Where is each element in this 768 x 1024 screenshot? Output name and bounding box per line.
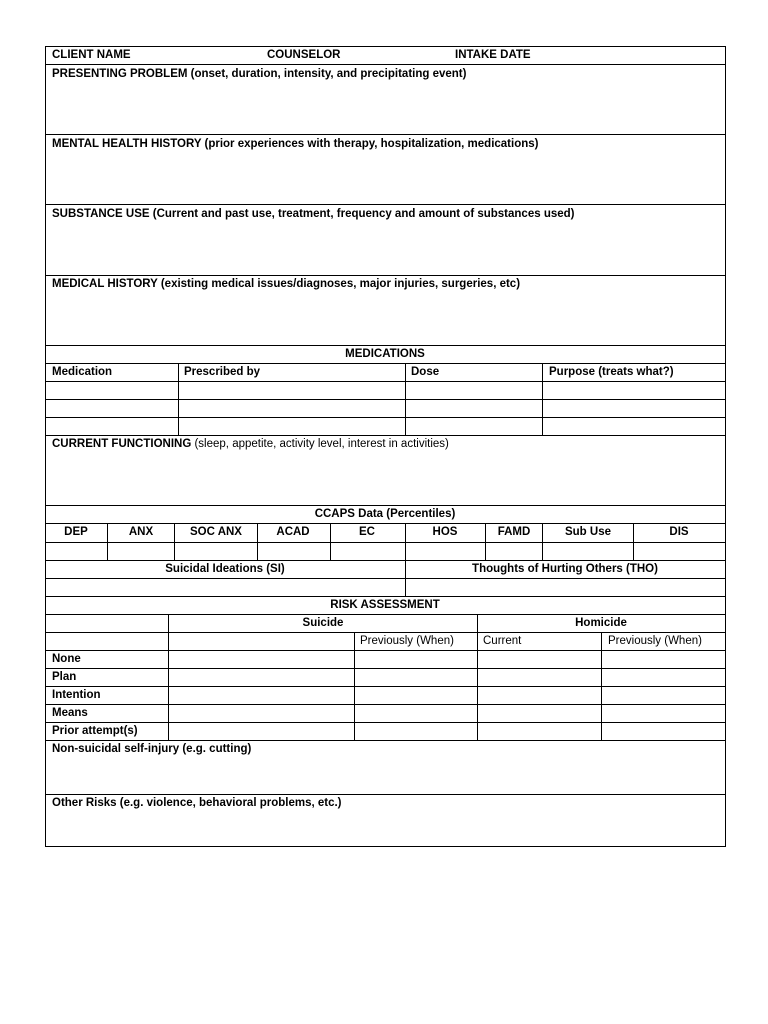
purpose-column-header: Purpose (treats what?) [549,366,674,378]
substance-use-label: SUBSTANCE USE (Current and past use, treatment, frequency and amount of substances used) [52,208,575,220]
presenting-problem-label: PRESENTING PROBLEM (onset, duration, intensity, and precipitating event) [52,68,467,80]
thoughts-hurting-others-label: Thoughts of Hurting Others (THO) [472,563,658,575]
ccaps-sub-use-header: Sub Use [564,526,612,538]
ccaps-ec-header: EC [359,526,375,538]
ccaps-famd-header: FAMD [497,526,531,538]
intake-form [45,46,726,847]
risk-assessment-title: RISK ASSESSMENT [330,599,440,611]
counselor-label: COUNSELOR [267,49,341,61]
risk-row-none: None [52,653,81,665]
medical-history-label: MEDICAL HISTORY (existing medical issues/diagnoses, major injuries, surgeries, etc) [52,278,521,290]
ccaps-soc-anx-header: SOC ANX [190,526,242,538]
nssi-label: Non-suicidal self-injury (e.g. cutting) [52,743,252,755]
ccaps-dep-header: DEP [64,526,88,538]
ccaps-title: CCAPS Data (Percentiles) [314,508,456,520]
prescribed-by-column-header: Prescribed by [184,366,261,378]
other-risks-label: Other Risks (e.g. violence, behavioral problems, etc.) [52,797,342,809]
risk-row-means: Means [52,707,88,719]
homicide-current-header: Current [483,635,522,647]
current-functioning-title: CURRENT FUNCTIONING [52,438,192,450]
dose-column-header: Dose [411,366,440,378]
risk-row-prior-attempts: Prior attempt(s) [52,725,138,737]
risk-row-plan: Plan [52,671,77,683]
intake-date-label: INTAKE DATE [455,49,531,61]
homicide-header: Homicide [575,617,627,629]
suicide-header: Suicide [302,617,344,629]
current-functioning-note: (sleep, appetite, activity level, interest in activities) [191,438,449,450]
mental-health-history-label: MENTAL HEALTH HISTORY (prior experiences with therapy, hospitalization, medications) [52,138,539,150]
ccaps-dis-header: DIS [669,526,689,538]
homicide-previously-header: Previously (When) [608,635,702,647]
suicide-previously-header: Previously (When) [360,635,454,647]
suicidal-ideations-label: Suicidal Ideations (SI) [165,563,285,575]
client-name-label: CLIENT NAME [52,49,131,61]
ccaps-hos-header: HOS [432,526,458,538]
medication-column-header: Medication [52,366,113,378]
medications-title: MEDICATIONS [345,348,425,360]
ccaps-anx-header: ANX [128,526,154,538]
risk-row-intention: Intention [52,689,101,701]
current-functioning-label [52,437,449,451]
ccaps-acad-header: ACAD [276,526,310,538]
